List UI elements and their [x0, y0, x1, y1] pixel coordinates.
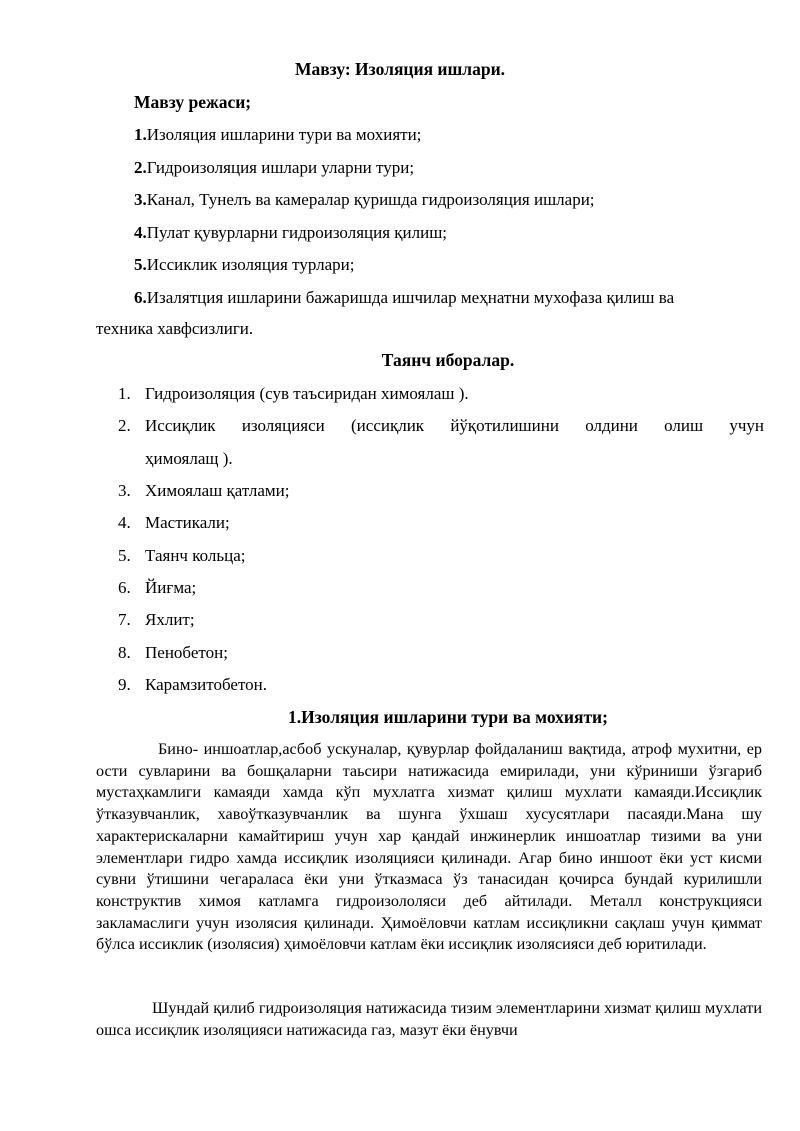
plan-item-text: Изалятция ишларини бажаришда ишчилар меҳнатни мухофаза қилиш ва	[146, 288, 675, 307]
term-number: 7.	[118, 610, 131, 629]
term-text: Иссиқлик изоляцияси (иссиқлик йўқотилишини олдини олиш учун	[145, 416, 764, 435]
plan-item-number: 4.	[134, 223, 147, 242]
plan-item	[134, 288, 674, 308]
term-text: Гидроизоляция (сув таъсиридан химоялаш ).	[145, 384, 469, 403]
term-item-continuation: ҳимоялащ ).	[145, 449, 233, 468]
plan-item	[134, 158, 414, 178]
plan-item-number: 6.	[134, 288, 147, 307]
term-number: 5.	[118, 546, 131, 565]
term-text: Таянч кольца;	[145, 546, 246, 565]
term-number: 4.	[118, 513, 131, 532]
plan-item-number: 1.	[134, 125, 147, 144]
term-text: Йиғма;	[145, 578, 197, 597]
plan-heading: Мавзу режаси;	[134, 92, 252, 112]
term-text: Пенобетон;	[145, 643, 228, 662]
plan-item-number: 5.	[134, 255, 147, 274]
term-number: 9.	[118, 675, 131, 694]
body-paragraph	[96, 739, 762, 956]
plan-item	[134, 125, 421, 145]
term-text: Химоялаш қатлами;	[145, 481, 290, 500]
term-text: Мастикали;	[145, 513, 230, 532]
plan-item-text: Изоляция ишларини тури ва мохияти;	[146, 125, 422, 144]
plan-item	[134, 223, 447, 243]
paragraph-text: Шундай қилиб гидроизоляция натижасида тизим элементларини хизмат қилиш мухлати ошса иссиқлик изоляцияси натижасида газ, мазут ёки ёнувчи	[96, 999, 762, 1039]
plan-item-text: Иссиклик изоляция турлари;	[146, 255, 355, 274]
term-number: 8.	[118, 643, 131, 662]
term-number: 2.	[118, 416, 131, 435]
term-text: Яхлит;	[145, 610, 195, 629]
plan-item	[134, 190, 595, 210]
term-text: Карамзитобетон.	[145, 675, 268, 694]
plan-item-text: Канал, Тунелъ ва камералар қуришда гидроизоляция ишлари;	[146, 190, 595, 209]
plan-item	[134, 255, 354, 275]
terms-heading: Таянч иборалар.	[381, 350, 515, 370]
plan-item-text: Гидроизоляция ишлари уларни тури;	[146, 158, 415, 177]
plan-item-text: Пулат қувурларни гидроизоляция қилиш;	[146, 223, 448, 242]
paragraph-text: Бино- иншоатлар,асбоб ускуналар, қувурлар фойдаланиш вақтида, атроф мухитни, ер ости сувларини ва бошқаларни таьсири натижасида емирилади, уни кўриниши ўзгариб мустаҳкамлиги камаяди хамда кўп мухлатга хизмат қилиш мухлати камаяди.Иссиқлик ўтказувчанлик, хавоўтказувчанлик ва шунга ўхшаш хусусятлари пасаяди.Мана шу характерискаларни камайтириш учун хар қандай инжинерлик иншоатлар тизими ва уни элементлари гидро хамда иссиқлик изоляцияси қилинади. Агар бино иншоот ёки уст кисми сувни ўтишини чегаралаcа ёки уни ўтказмаса ўз танасидан қочирса бундай курилишли конструктив химоя катламга гидроизололяси деб айтилади. Металл конструкцияси закламаслиги учун изолясия қилинади. Ҳимоёловчи катлам иссиқликни сақлаш учун қиммат бўлса иссиклик (изолясия) ҳимоёловчи катлам ёки иссиқлик изолясияси деб юритилади.	[96, 740, 762, 954]
term-number: 6.	[118, 578, 131, 597]
term-number: 1.	[118, 384, 131, 403]
term-number: 3.	[118, 481, 131, 500]
section-heading: 1.Изоляция ишларини тури ва мохияти;	[288, 707, 608, 727]
document-title: Мавзу: Изоляция ишлари.	[294, 59, 506, 79]
plan-item-continuation: техника хавфсизлиги.	[96, 319, 254, 338]
plan-item-number: 2.	[134, 158, 147, 177]
body-paragraph	[96, 998, 762, 1041]
plan-item-number: 3.	[134, 190, 147, 209]
